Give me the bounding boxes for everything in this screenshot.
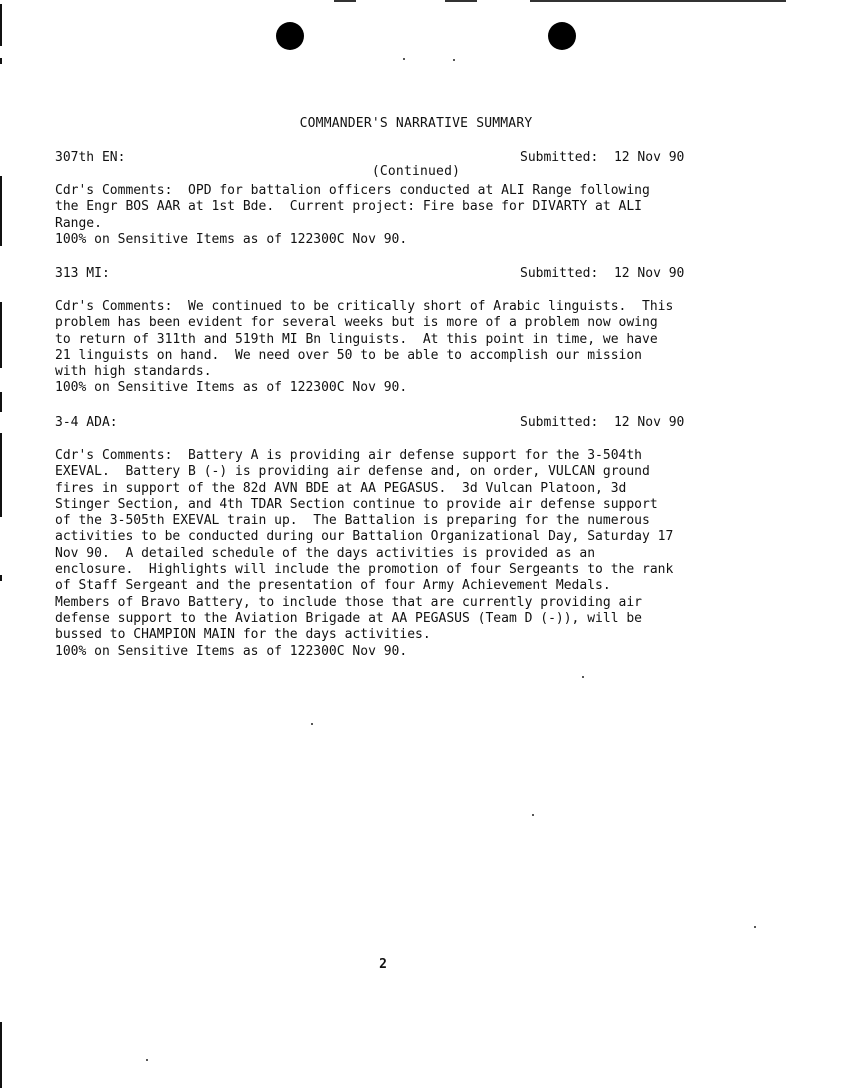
scan-artifact xyxy=(334,0,356,2)
page-number: 2 xyxy=(379,957,387,972)
scan-artifact xyxy=(453,59,455,61)
scan-artifact xyxy=(530,0,786,2)
submitted-info xyxy=(520,415,684,431)
scan-artifact xyxy=(0,4,2,46)
unit-name: 3-4 ADA: xyxy=(55,415,118,430)
scan-artifact xyxy=(0,575,2,581)
scan-artifact xyxy=(0,1022,2,1088)
scan-artifact xyxy=(403,58,405,60)
sensitive-items-status: 100% on Sensitive Items as of 122300C Nov 90. xyxy=(55,643,408,659)
scan-artifact xyxy=(0,392,2,412)
document-title: COMMANDER'S NARRATIVE SUMMARY xyxy=(299,116,533,131)
document-subtitle: (Continued) xyxy=(371,164,461,179)
sensitive-items-status: 100% on Sensitive Items as of 122300C Nov 90. xyxy=(55,231,408,247)
punch-hole-left xyxy=(276,22,304,50)
submitted-date: 12 Nov 90 xyxy=(613,415,685,430)
punch-hole-right xyxy=(548,22,576,50)
section-header xyxy=(55,150,735,167)
unit-section-3-4-ada xyxy=(55,415,735,660)
unit-name: 307th EN: xyxy=(55,150,126,165)
unit-section-307th-en xyxy=(55,150,735,248)
submitted-info xyxy=(520,150,684,166)
submitted-date: 12 Nov 90 xyxy=(613,150,685,165)
commander-comments: Cdr's Comments: OPD for battalion officers conducted at ALI Range following the Engr BOS AAR at 1st Bde. Current project: Fire base for DIVARTY at ALI Range. xyxy=(55,183,650,231)
scan-artifact xyxy=(0,433,2,517)
scan-artifact xyxy=(754,926,756,928)
scan-artifact xyxy=(532,814,534,816)
section-header xyxy=(55,266,735,283)
scan-artifact xyxy=(0,302,2,368)
submitted-label: Submitted: xyxy=(520,150,599,165)
submitted-date: 12 Nov 90 xyxy=(613,266,685,281)
unit-section-313-mi xyxy=(55,266,735,397)
commander-comments: Cdr's Comments: Battery A is providing air defense support for the 3-504th EXEVAL. Battery B (-) is providing air defense and, on order, VULCAN ground fires in support of the 82d AVN BDE at AA PEGASUS. 3d Vulcan Platoon, 3d Stinger Section, and 4th TDAR Section continue to provide air defense support of the 3-505th EXEVAL train up. The Battalion is preparing for the numerous activities to be conducted during our Battalion Organizational Day, Saturday 17 Nov 90. A detailed schedule of the days activities is provided as an enclosure. Highlights will include the promotion of four Sergeants to the rank of Staff Sergeant and the presentation of four Army Achievement Medals. Members of Bravo Battery, to include those that are currently providing air defense support to the Aviation Brigade at AA PEGASUS (Team D (-)), will be bussed to CHAMPION MAIN for the days activities. xyxy=(55,448,674,643)
scan-artifact xyxy=(311,723,313,725)
sensitive-items-status: 100% on Sensitive Items as of 122300C Nov 90. xyxy=(55,380,408,396)
scan-artifact xyxy=(445,0,477,2)
scan-artifact xyxy=(0,58,2,64)
unit-name: 313 MI: xyxy=(55,266,110,281)
scan-artifact xyxy=(582,676,584,678)
section-header xyxy=(55,415,735,432)
scan-artifact xyxy=(146,1059,148,1061)
submitted-label: Submitted: xyxy=(520,266,599,281)
submitted-info xyxy=(520,266,684,282)
submitted-label: Submitted: xyxy=(520,415,599,430)
commander-comments: Cdr's Comments: We continued to be critically short of Arabic linguists. This problem has been evident for several weeks but is more of a problem now owing to return of 311th and 519th MI Bn linguists. At this point in time, we have 21 linguists on hand. We need over 50 to be able to accomplish our mission with high standards. xyxy=(55,299,674,380)
